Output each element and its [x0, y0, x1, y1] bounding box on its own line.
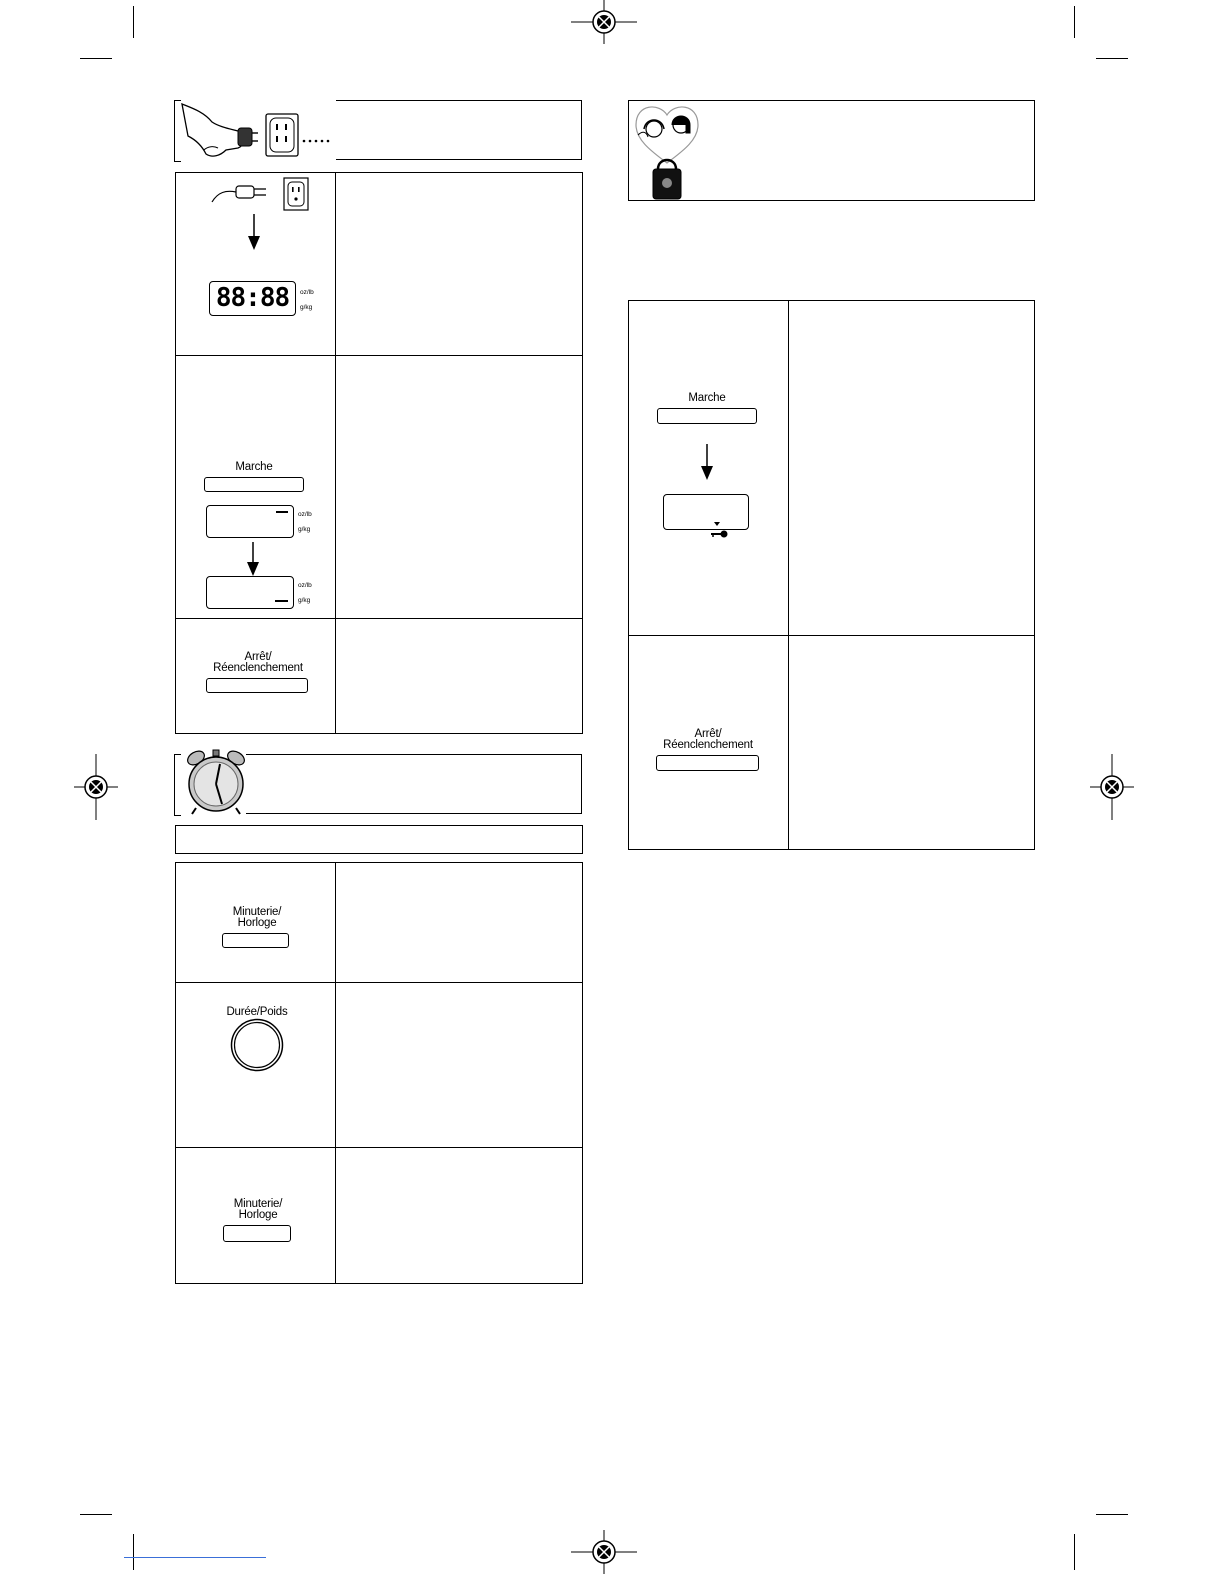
marche-button[interactable] [657, 408, 757, 424]
child-lock-icon [632, 103, 702, 201]
registration-mark-icon [74, 754, 120, 820]
clock-note-bar [175, 825, 583, 854]
arret-button[interactable] [656, 755, 759, 771]
clock-table-divider [335, 862, 336, 1284]
display-panel [206, 576, 294, 609]
unit-g-kg: g/kg [300, 304, 313, 311]
display-panel [663, 494, 749, 530]
plug-in-table [175, 172, 583, 734]
duree-poids-label: Durée/Poids [226, 1006, 288, 1018]
display-panel [206, 505, 294, 538]
duree-poids-dial[interactable] [230, 1018, 284, 1072]
arret-label-line2: Réenclenchement [663, 739, 753, 751]
display-digits: 88:88 [215, 283, 290, 313]
marche-label: Marche [688, 392, 726, 404]
minuterie-label-line2: Horloge [237, 917, 277, 929]
plug-cord-icon [212, 176, 312, 212]
minuterie-horloge-button[interactable] [223, 1225, 291, 1242]
arret-label-line2: Réenclenchement [213, 662, 303, 674]
arret-button[interactable] [206, 678, 308, 693]
arrow-down-icon [245, 542, 261, 576]
unit-oz-lb: oz/lb [300, 289, 314, 296]
alarm-clock-icon [182, 748, 250, 816]
arrow-down-icon [699, 444, 715, 480]
display-segment-top [276, 511, 288, 513]
registration-mark-icon [571, 1530, 637, 1576]
arrow-down-icon [246, 214, 262, 250]
arret-label-line1: Arrêt/ [694, 728, 722, 740]
minuterie-horloge-button[interactable] [222, 933, 289, 948]
minuterie-label-line1: Minuterie/ [232, 906, 282, 918]
key-icon [709, 520, 731, 540]
hand-plug-outlet-icon [182, 96, 338, 162]
display-segment-bottom [275, 600, 288, 602]
registration-mark-icon [1090, 754, 1136, 820]
plug-in-table-divider [335, 172, 336, 734]
marche-button[interactable] [204, 477, 304, 492]
registration-mark-icon [571, 0, 637, 46]
marche-label: Marche [235, 461, 273, 473]
arret-label-line1: Arrêt/ [244, 651, 272, 663]
minuterie-label-line2: Horloge [238, 1209, 278, 1221]
minuterie-label-line1: Minuterie/ [233, 1198, 283, 1210]
child-lock-table-divider [788, 300, 789, 850]
